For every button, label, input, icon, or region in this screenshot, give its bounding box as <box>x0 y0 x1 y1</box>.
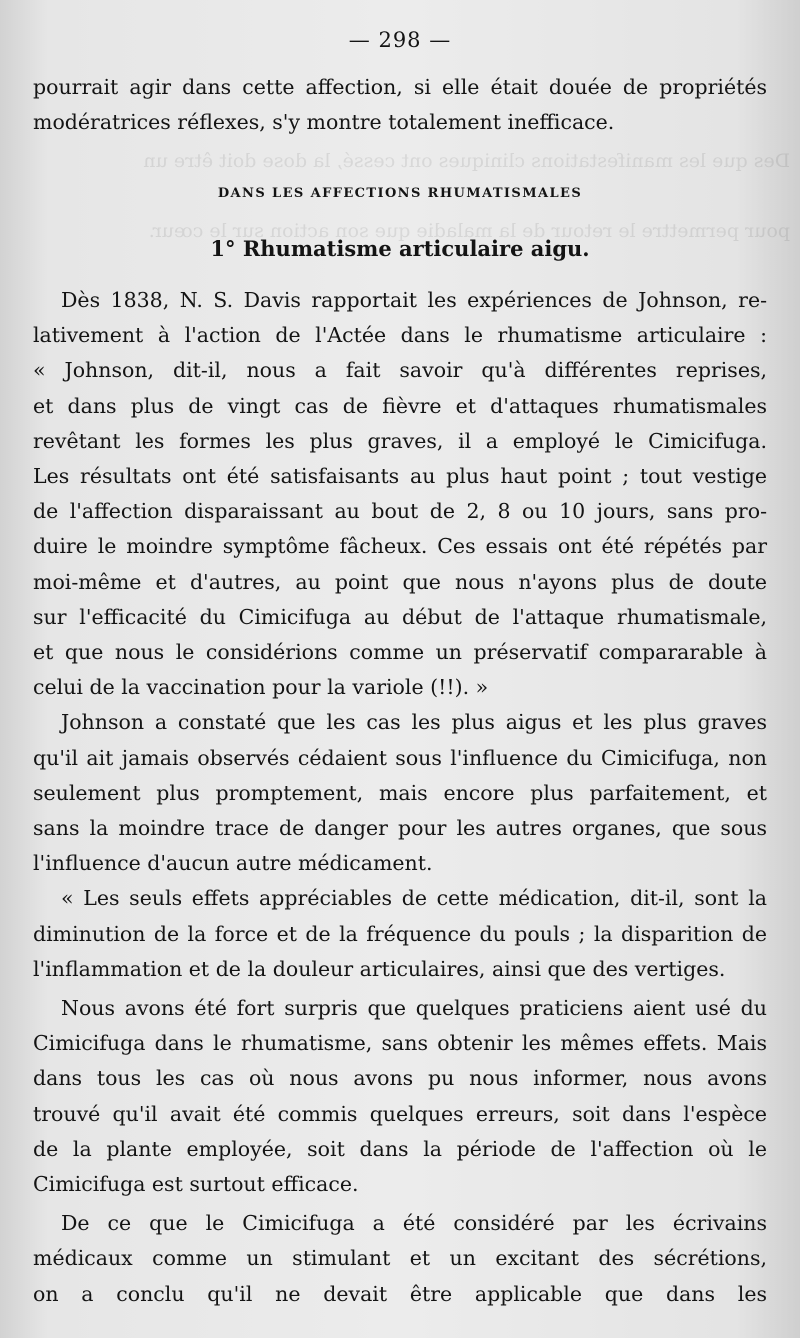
text-line: l'influence d'aucun autre médicament. <box>33 851 433 876</box>
text-line: seulement plus promptement, mais encore plus parfaitement, et <box>33 780 767 805</box>
text-line: Nous avons été fort surpris que quelques praticiens aient usé du <box>61 996 767 1021</box>
section-heading: DANS LES AFFECTIONS RHUMATISMALES <box>217 186 583 201</box>
text-line: médicaux comme un stimulant et un excitant des sécrétions, <box>33 1246 767 1271</box>
text-line: Johnson a constaté que les cas les plus aigus et les plus graves <box>61 710 767 735</box>
paragraph <box>33 705 767 881</box>
body-text <box>33 283 767 1312</box>
text-line: « Johnson, dit-il, nous a fait savoir qu'à différentes reprises, <box>33 358 767 383</box>
subsection-title: 1° Rhumatisme articulaire aigu. <box>210 236 590 261</box>
paragraph <box>33 1206 767 1312</box>
text-line: l'inflammation et de la douleur articulaires, ainsi que des vertiges. <box>33 956 726 981</box>
text-line: Dès 1838, N. S. Davis rapportait les expériences de Johnson, re- <box>61 288 767 312</box>
text-line: pourrait agir dans cette affection, si elle était douée de propriétés <box>33 75 767 99</box>
text-line: diminution de la force et de la fréquence du pouls ; la disparition de <box>33 921 767 946</box>
paragraph <box>33 881 767 987</box>
text-line: trouvé qu'il avait été commis quelques erreurs, soit dans l'espèce <box>33 1101 767 1126</box>
text-line: et dans plus de vingt cas de fièvre et d'attaques rhumatismales <box>33 393 767 418</box>
text-line: Cimicifuga dans le rhumatisme, sans obtenir les mêmes effets. Mais <box>33 1031 767 1056</box>
text-line: duire le moindre symptôme fâcheux. Ces essais ont été répétés par <box>33 534 767 559</box>
show-through-text: Des que les manifestations cliniques ont cessé, la dose doit être un <box>143 150 790 172</box>
text-line: on a conclu qu'il ne devait être applicable que dans les <box>33 1281 767 1306</box>
text-line: dans tous les cas où nous avons pu nous informer, nous avons <box>33 1066 767 1091</box>
opening-text <box>33 70 767 140</box>
text-line: modératrices réflexes, s'y montre totalement inefficace. <box>33 110 615 135</box>
paragraph <box>33 991 767 1202</box>
text-line: Les résultats ont été satisfaisants au plus haut point ; tout vestige <box>33 464 767 489</box>
paragraph <box>33 283 767 705</box>
text-line: Cimicifuga est surtout efficace. <box>33 1172 359 1197</box>
text-line: et que nous le considérions comme un préservatif compararable à <box>33 640 767 665</box>
text-line: celui de la vaccination pour la variole (!!). » <box>33 675 489 700</box>
text-line: sur l'efficacité du Cimicifuga au début de l'attaque rhumatismale, <box>33 604 767 629</box>
text-line: « Les seuls effets appréciables de cette médication, dit-il, sont la <box>61 886 767 911</box>
text-line: de l'affection disparaissant au bout de 2, 8 ou 10 jours, sans pro- <box>33 499 767 524</box>
text-line: lativement à l'action de l'Actée dans le rhumatisme articulaire : <box>33 323 767 348</box>
show-through-text: pour permettre le retour de la maladie que son action sur le cœur. <box>148 220 790 242</box>
text-line: qu'il ait jamais observés cédaient sous l'influence du Cimicifuga, non <box>33 745 767 770</box>
page-number: — 298 — <box>348 28 452 52</box>
text-line: revêtant les formes les plus graves, il a employé le Cimicifuga. <box>33 428 767 453</box>
text-line: moi-même et d'autres, au point que nous n'ayons plus de doute <box>33 569 767 594</box>
text-line: De ce que le Cimicifuga a été considéré par les écrivains <box>61 1211 767 1236</box>
text-line: de la plante employée, soit dans la période de l'affection où le <box>33 1136 767 1161</box>
text-line: sans la moindre trace de danger pour les autres organes, que sous <box>33 816 767 841</box>
